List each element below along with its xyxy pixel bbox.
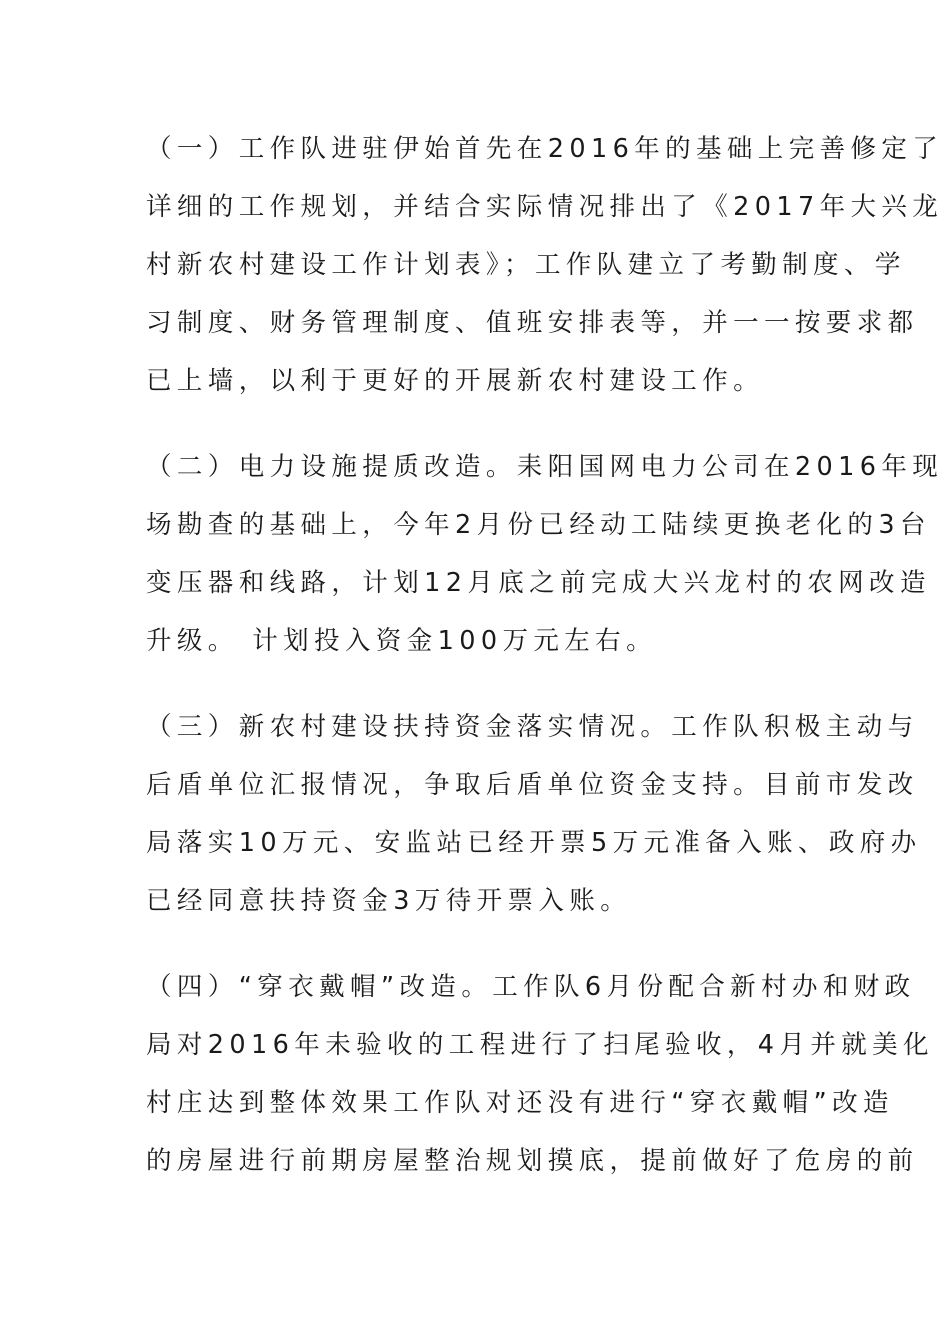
text-line: （一）工作队进驻伊始首先在2016年的基础上完善修定了 [146, 134, 944, 164]
text-line: （三）新农村建设扶持资金落实情况。工作队积极主动与 [146, 712, 919, 742]
text-line: 场勘查的基础上，今年2月份已经动工陆续更换老化的3台 [146, 510, 931, 540]
paragraph-3 [146, 698, 922, 930]
text-line: 村庄达到整体效果工作队对还没有进行“穿衣戴帽”改造 [146, 1088, 894, 1118]
paragraph-2 [146, 438, 944, 670]
text-line: （四）“穿衣戴帽”改造。工作队6月份配合新村办和财政 [146, 972, 916, 1002]
text-line: 变压器和线路，计划12月底之前完成大兴龙村的农网改造 [146, 568, 931, 598]
text-line: 已经同意扶持资金3万待开票入账。 [146, 886, 632, 916]
text-line: 详细的工作规划，并结合实际情况排出了《2017年大兴龙 [146, 192, 944, 222]
text-line: 局落实10万元、安监站已经开票5万元准备入账、政府办 [146, 828, 922, 858]
text-line: 已上墙，以利于更好的开展新农村建设工作。 [146, 366, 765, 396]
text-line: 升级。 计划投入资金100万元左右。 [146, 626, 657, 656]
text-line: 的房屋进行前期房屋整治规划摸底，提前做好了危房的前 [146, 1146, 919, 1176]
text-line: 局对2016年未验收的工程进行了扫尾验收，4月并就美化 [146, 1030, 934, 1060]
paragraph-1 [146, 120, 944, 410]
text-line: 后盾单位汇报情况，争取后盾单位资金支持。目前市发改 [146, 770, 919, 800]
paragraph-4 [146, 958, 934, 1190]
text-line: 村新农村建设工作计划表》；工作队建立了考勤制度、学 [146, 250, 906, 280]
document-body [146, 120, 944, 1218]
text-line: （二）电力设施提质改造。耒阳国网电力公司在2016年现 [146, 452, 944, 482]
text-line: 习制度、财务管理制度、值班安排表等，并一一按要求都 [146, 308, 919, 338]
